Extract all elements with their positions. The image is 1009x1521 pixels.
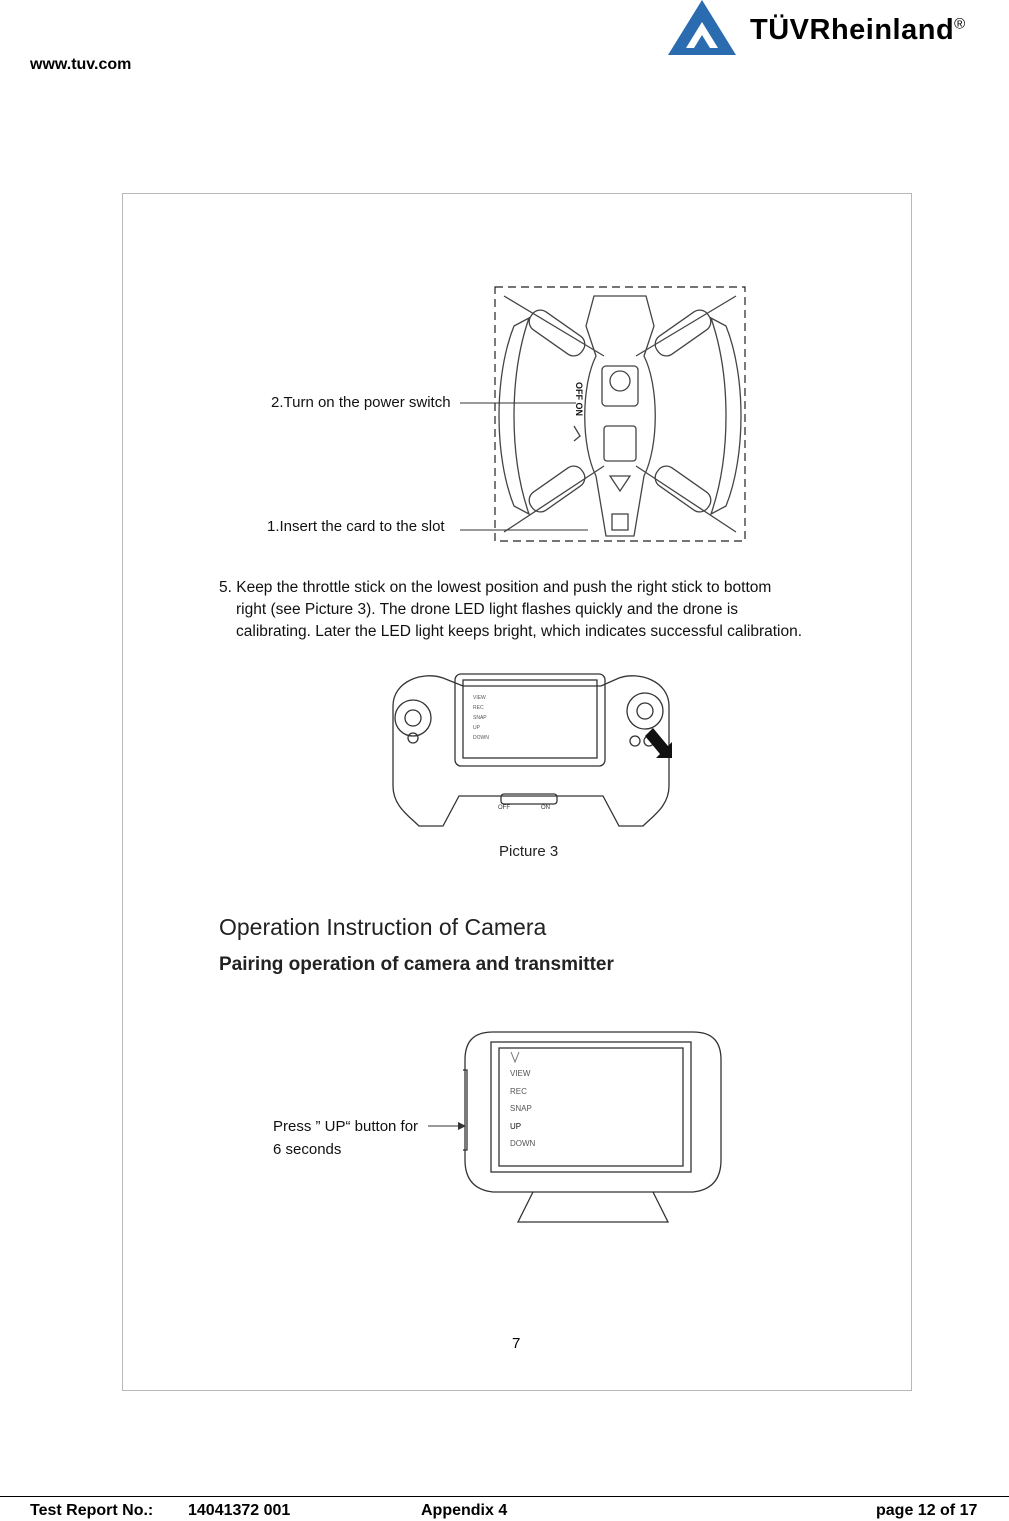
footer-page: page 12 of 17 xyxy=(876,1502,978,1519)
svg-text:REC: REC xyxy=(510,1087,527,1096)
footer-report-label: Test Report No.: xyxy=(30,1502,154,1519)
step-5-line-3: calibrating. Later the LED light keeps bright, which indicates successful calibration. xyxy=(236,623,803,640)
footer-appendix: Appendix 4 xyxy=(421,1502,508,1519)
footer-report-number: 14041372 001 xyxy=(188,1502,291,1519)
footer-rule xyxy=(0,1496,1009,1497)
picture-3-caption: Picture 3 xyxy=(499,843,559,860)
camera-section-title: Operation Instruction of Camera xyxy=(219,914,547,940)
svg-text:DOWN: DOWN xyxy=(510,1139,536,1148)
label-press-up-line-1: Press ” UP“ button for xyxy=(273,1118,419,1135)
svg-text:UP: UP xyxy=(473,725,480,731)
step-5-text xyxy=(219,577,869,643)
step-5-line-2: right (see Picture 3). The drone LED light flashes quickly and the drone is xyxy=(236,601,739,618)
monitor-diagram xyxy=(463,1030,723,1228)
svg-text:SNAP: SNAP xyxy=(510,1104,532,1113)
arrow-down-right-icon xyxy=(645,728,672,758)
antenna-icon xyxy=(511,1052,519,1062)
svg-text:OFF ON: OFF ON xyxy=(574,382,584,416)
manual-page-number: 7 xyxy=(512,1335,521,1352)
camera-section-subtitle: Pairing operation of camera and transmitter xyxy=(219,954,614,975)
svg-text:VIEW: VIEW xyxy=(510,1069,531,1078)
label-press-up-line-2: 6 seconds xyxy=(273,1141,342,1158)
svg-text:DOWN: DOWN xyxy=(473,735,489,741)
svg-text:VIEW: VIEW xyxy=(473,695,486,701)
leader-line-fig3 xyxy=(428,1120,468,1132)
label-insert-card: 1.Insert the card to the slot xyxy=(267,518,445,535)
svg-text:ON: ON xyxy=(541,805,550,811)
header-url[interactable]: www.tuv.com xyxy=(30,56,132,73)
svg-text:REC: REC xyxy=(473,705,484,711)
monitor-menu xyxy=(510,1069,536,1148)
transmitter-diagram xyxy=(383,666,679,836)
svg-text:UP: UP xyxy=(510,1122,522,1131)
label-power-switch: 2.Turn on the power switch xyxy=(271,394,451,411)
svg-text:SNAP: SNAP xyxy=(473,715,487,721)
step-5-line-1: 5. Keep the throttle stick on the lowest position and push the right stick to bottom xyxy=(219,579,772,596)
tuv-logo-text: TÜVRheinland® xyxy=(750,14,966,46)
svg-text:OFF: OFF xyxy=(498,805,510,811)
leader-lines-fig1 xyxy=(458,395,598,535)
